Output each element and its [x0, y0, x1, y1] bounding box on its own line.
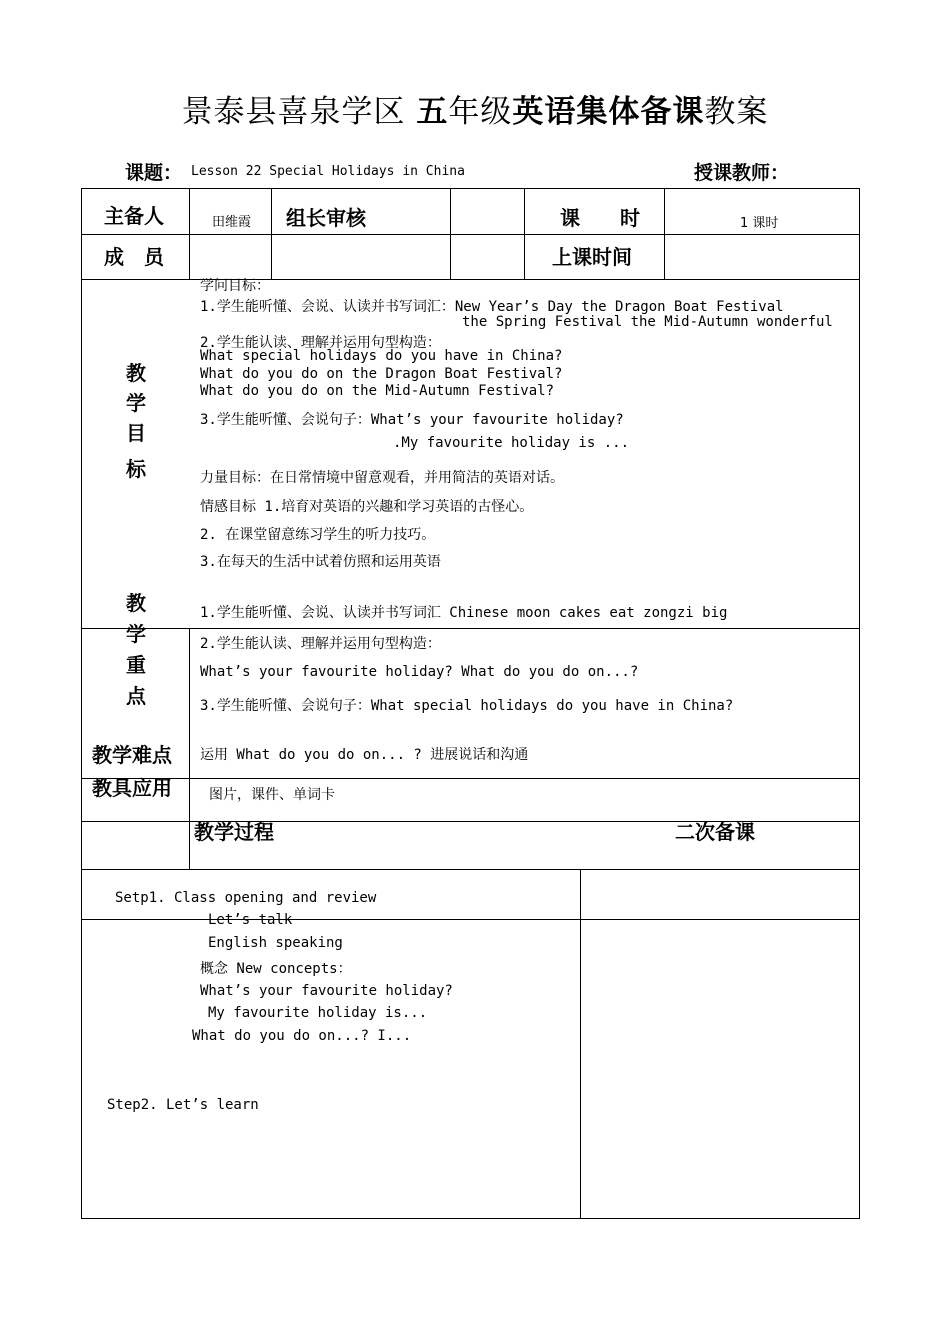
keypoint-3: 3.学生能听懂、会说句子：What special holidays do you have in China?	[200, 698, 734, 714]
teacher-label: 授课教师：	[694, 162, 790, 184]
knowledge-2b: What do you do on the Dragon Boat Festival?	[200, 366, 563, 382]
objectives-side-label: 教 学 目 标	[126, 361, 146, 481]
tools-label: 教具应用	[92, 776, 172, 800]
tools-value: 图片，课件、单词卡	[209, 787, 335, 803]
period-label: 课 时	[560, 206, 640, 230]
knowledge-2: 2.学生能认读、理解并运用句型构造：	[200, 335, 441, 351]
knowledge-3: 3.学生能听懂、会说句子：What’s your favourite holiday?	[200, 412, 624, 428]
knowledge-1b: the Spring Festival the Mid-Autumn wonderful	[462, 314, 833, 330]
topic-value: Lesson 22 Special Holidays in China	[191, 164, 465, 179]
page-title: 景泰县喜泉学区 五年级英语集体备课教案	[181, 94, 769, 130]
ability-goal: 力量目标：在日常情境中留意观看，并用简洁的英语对话。	[200, 470, 564, 486]
members-label: 成 员	[104, 245, 164, 269]
emotion-2: 2. 在课堂留意练习学生的听力技巧。	[200, 527, 436, 543]
knowledge-2a: What special holidays do you have in China?	[200, 348, 563, 364]
knowledge-3b: .My favourite holiday is ...	[393, 435, 630, 451]
step-1-q1: What’s your favourite holiday?	[200, 983, 453, 999]
step-1: Setp1. Class opening and review	[115, 890, 377, 906]
review-label: 组长审核	[286, 206, 366, 230]
time-label: 上课时间	[552, 245, 632, 269]
knowledge-title: 学问目标：	[200, 278, 270, 294]
period-value: 1 课时	[740, 216, 779, 231]
difficulty-label: 教学难点	[92, 743, 172, 767]
step-1-concepts: 概念 New concepts：	[200, 961, 352, 977]
process-label: 教学过程	[194, 820, 274, 844]
emotion-3: 3.在每天的生活中试着仿照和运用英语	[200, 554, 441, 570]
keypoint-2: 2.学生能认读、理解并运用句型构造：	[200, 636, 441, 652]
step-1-a1: My favourite holiday is...	[208, 1005, 428, 1021]
keypoints-side-label: 教 学 重 点	[126, 591, 146, 708]
knowledge-1: 1.学生能听懂、会说、认读并书写词汇：New Year’s Day the Dragon Boat Festival	[200, 299, 784, 315]
knowledge-2c: What do you do on the Mid-Autumn Festival?	[200, 383, 555, 399]
lead-label: 主备人	[104, 204, 164, 228]
emotion-goal: 情感目标 1.培育对英语的兴趣和学习英语的古怪心。	[200, 499, 534, 515]
topic-label: 课题：	[125, 162, 183, 184]
step-2: Step2. Let’s learn	[107, 1097, 259, 1113]
keypoint-2a: What’s your favourite holiday? What do you do on...?	[200, 664, 639, 680]
step-1-talk: Let’s talk	[208, 912, 293, 928]
difficulty-value: 运用 What do you do on... ? 进展说话和沟通	[200, 747, 529, 763]
step-1-speaking: English speaking	[208, 935, 343, 951]
second-prep-label: 二次备课	[675, 820, 755, 844]
lead-value: 田维霞	[212, 215, 252, 230]
keypoint-1: 1.学生能听懂、会说、认读并书写词汇 Chinese moon cakes eat zongzi big	[200, 605, 728, 621]
step-1-q2: What do you do on...? I...	[192, 1028, 412, 1044]
